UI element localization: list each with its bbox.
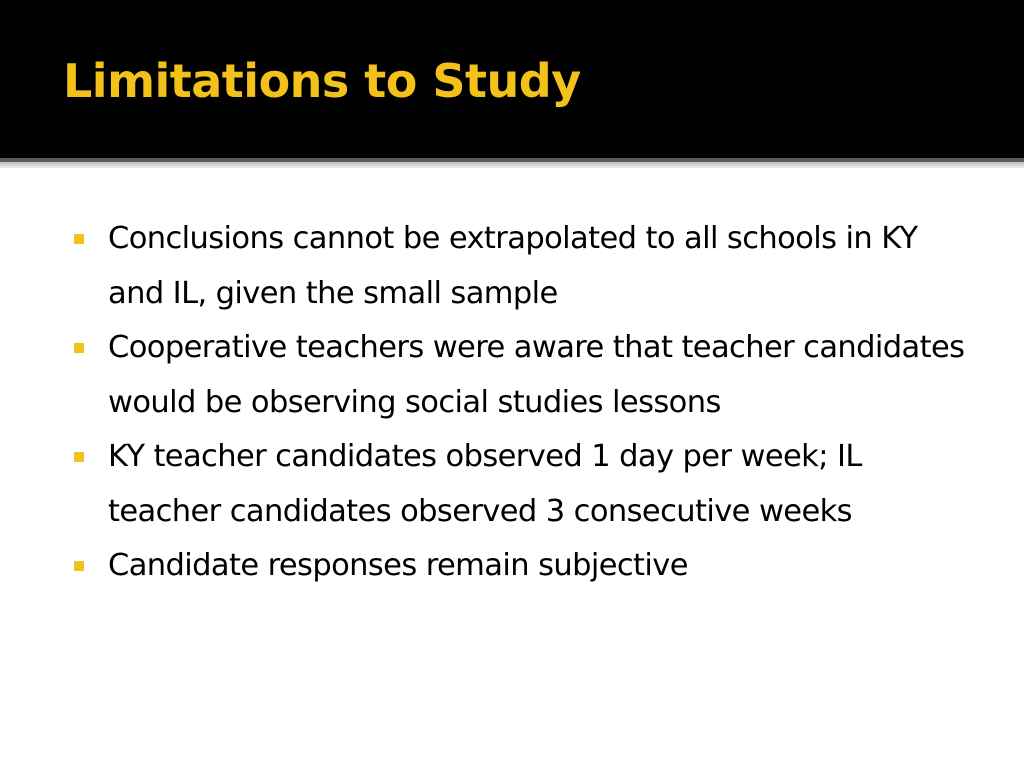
- bullet-text: KY teacher candidates observed 1 day per week; IL teacher candidates observed 3 consecutive weeks: [108, 439, 862, 529]
- bullet-list: [74, 212, 974, 594]
- bullet-item: [74, 321, 974, 430]
- slide-title: Limitations to Study: [63, 54, 581, 108]
- square-bullet-icon: [74, 561, 84, 571]
- title-divider-shadow: [0, 162, 1024, 168]
- title-bar: [0, 0, 1024, 158]
- square-bullet-icon: [74, 343, 84, 353]
- bullet-text: Cooperative teachers were aware that teacher candidates would be observing social studies lessons: [108, 330, 965, 420]
- square-bullet-icon: [74, 234, 84, 244]
- bullet-item: [74, 212, 974, 321]
- bullet-text: Candidate responses remain subjective: [108, 548, 688, 583]
- bullet-item: [74, 539, 974, 594]
- bullet-text: Conclusions cannot be extrapolated to all schools in KY and IL, given the small sample: [108, 221, 918, 311]
- square-bullet-icon: [74, 452, 84, 462]
- bullet-item: [74, 430, 974, 539]
